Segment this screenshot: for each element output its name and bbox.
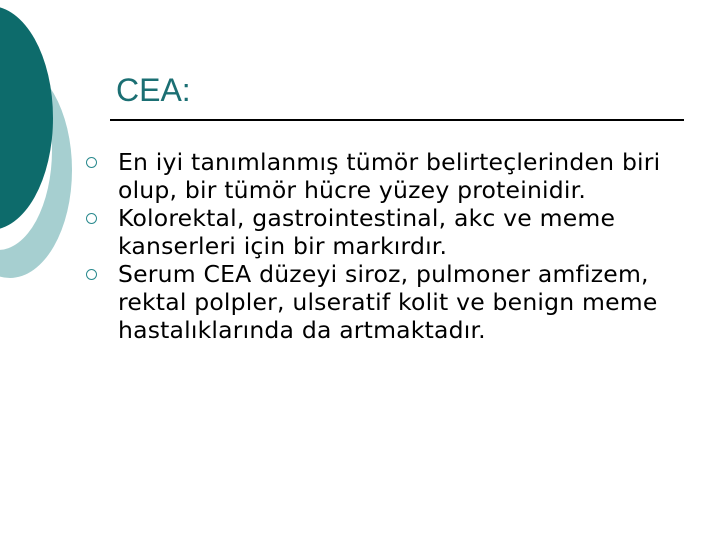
title-divider: [110, 119, 684, 121]
bullet-text: Serum CEA düzeyi siroz, pulmoner amfizem, rektal polpler, ulseratif kolit ve benign meme hastalıklarında da artmaktadır.: [118, 260, 658, 344]
hollow-circle-bullet-icon: [86, 157, 97, 168]
slide-title: CEA:: [116, 72, 191, 108]
bullet-item: [86, 148, 676, 204]
hollow-circle-bullet-icon: [86, 213, 97, 224]
hollow-circle-bullet-icon: [86, 269, 97, 280]
bullet-item: [86, 260, 676, 344]
bullet-text: En iyi tanımlanmış tümör belirteçlerinden biri olup, bir tümör hücre yüzey proteinidir.: [118, 148, 661, 204]
bullet-item: [86, 204, 676, 260]
bullet-text: Kolorektal, gastrointestinal, akc ve meme kanserleri için bir markırdır.: [118, 204, 616, 260]
bullet-list: [86, 148, 676, 344]
